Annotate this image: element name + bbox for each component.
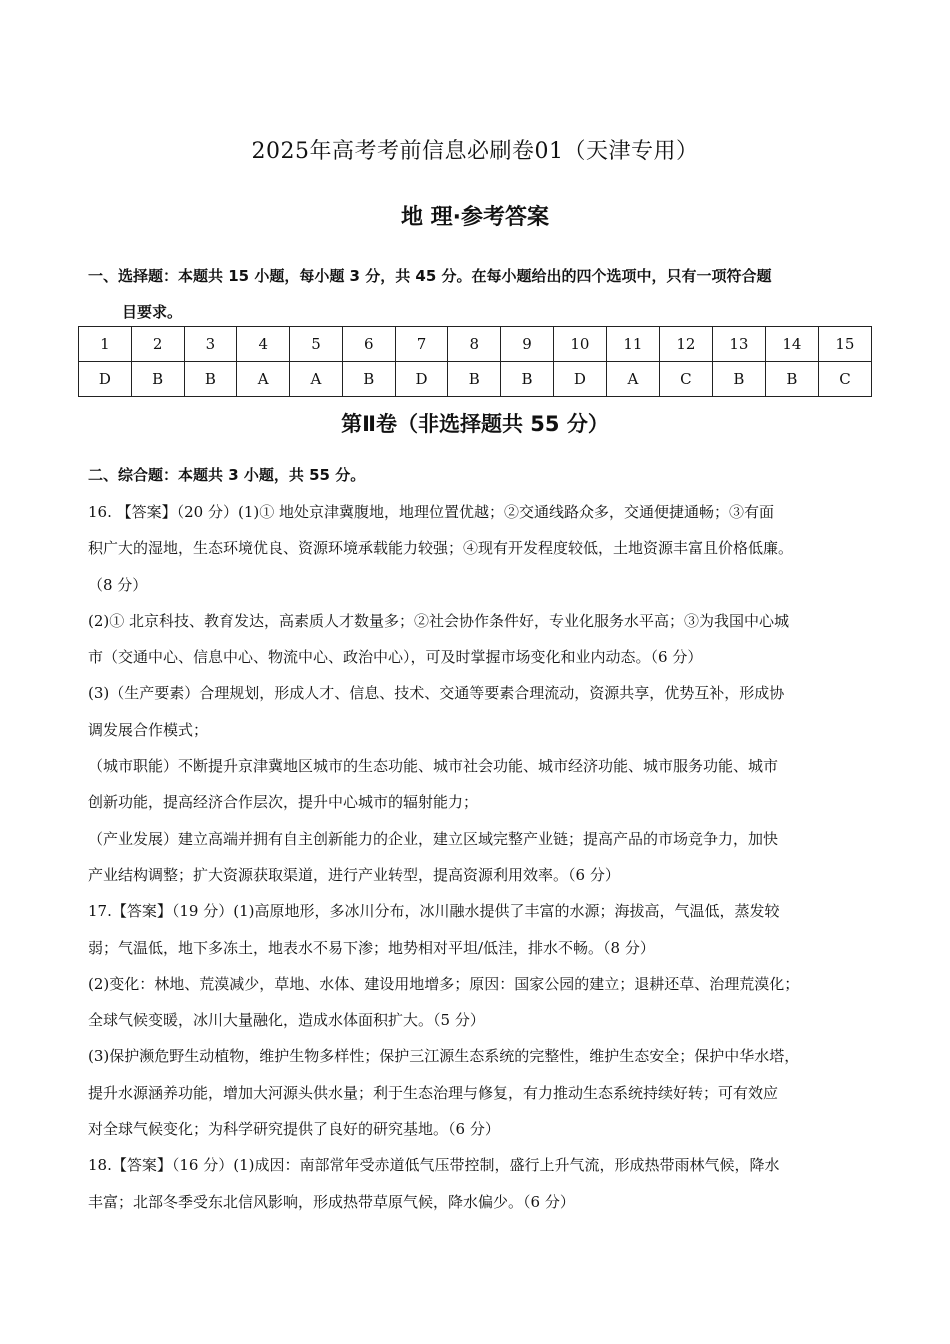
answer-line: 16. 【答案】（20 分）(1)① 地处京津冀腹地，地理位置优越；②交通线路众多，交通便捷通畅；③有面 <box>88 503 774 521</box>
answer-cell: A <box>606 362 659 397</box>
answer-cell: B <box>765 362 818 397</box>
question-number: 15 <box>818 327 871 362</box>
question-number: 3 <box>184 327 237 362</box>
answer-line: (2)变化：林地、荒漠减少，草地、水体、建设用地增多；原因：国家公园的建立；退耕还草、治理荒漠化； <box>88 974 800 993</box>
answer-line: 市（交通中心、信息中心、物流中心、政治中心），可及时掌握市场变化和业内动态。（6 分） <box>88 648 703 667</box>
answer-line: (3)（生产要素）合理规划，形成人才、信息、技术、交通等要素合理流动，资源共享，优势互补，形成协 <box>88 684 785 703</box>
section-1-heading <box>88 258 878 330</box>
answer-line: 产业结构调整；扩大资源获取渠道，进行产业转型，提高资源利用效率。（6 分） <box>88 865 620 884</box>
answer-cell: A <box>290 362 343 397</box>
answer-line: （产业发展）建立高端并拥有自主创新能力的企业，建立区域完整产业链；提高产品的市场竞争力，加快 <box>88 829 779 848</box>
answer-cell: C <box>659 362 712 397</box>
question-number: 13 <box>712 327 765 362</box>
page-title: 2025年高考考前信息必刷卷01（天津专用） <box>251 139 699 164</box>
answer-row <box>79 362 872 397</box>
answer-cell: B <box>131 362 184 397</box>
question-number: 8 <box>448 327 501 362</box>
answer-cell: B <box>712 362 765 397</box>
answer-cell: D <box>553 362 606 397</box>
answer-cell: D <box>395 362 448 397</box>
answer-cell: B <box>501 362 554 397</box>
answer-cell: B <box>448 362 501 397</box>
answer-line: 对全球气候变化；为科学研究提供了良好的研究基地。（6 分） <box>88 1120 500 1139</box>
question-number: 10 <box>553 327 606 362</box>
answer-line: (2)① 北京科技、教育发达，高素质人才数量多；②社会协作条件好，专业化服务水平高；③为我国中心城 <box>88 611 790 630</box>
question-number: 4 <box>237 327 290 362</box>
section-1-line-2: 目要求。 <box>122 303 183 321</box>
answer-cell: D <box>79 362 132 397</box>
section-1-line-1: 一、选择题：本题共 15 小题，每小题 3 分，共 45 分。在每小题给出的四个选项中，只有一项符合题 <box>88 267 772 285</box>
page-subtitle: 地 理·参考答案 <box>400 205 550 230</box>
answer-line: （城市职能）不断提升京津冀地区城市的生态功能、城市社会功能、城市经济功能、城市服务功能、城市 <box>88 757 779 776</box>
answer-line: 全球气候变暖，冰川大量融化，造成水体面积扩大。（5 分） <box>88 1011 485 1030</box>
answer-cell: C <box>818 362 871 397</box>
question-number-row <box>79 327 872 362</box>
question-number: 12 <box>659 327 712 362</box>
answer-body <box>88 494 872 1220</box>
answer-table <box>78 326 872 397</box>
answer-line: 18.【答案】（16 分）(1)成因：南部常年受赤道低气压带控制，盛行上升气流，形成热带雨林气候，降水 <box>88 1156 780 1175</box>
answer-cell: A <box>237 362 290 397</box>
question-number: 9 <box>501 327 554 362</box>
part-2-title: 第Ⅱ卷（非选择题共 55 分） <box>341 412 609 436</box>
question-number: 6 <box>342 327 395 362</box>
question-number: 7 <box>395 327 448 362</box>
answer-line: 17.【答案】（19 分）(1)高原地形，多冰川分布，冰川融水提供了丰富的水源；海拔高，气温低，蒸发较 <box>88 902 780 921</box>
question-number: 1 <box>79 327 132 362</box>
question-number: 14 <box>765 327 818 362</box>
answer-line: 提升水源涵养功能，增加大河源头供水量；利于生态治理与修复，有力推动生态系统持续好转；可有效应 <box>88 1083 779 1102</box>
answer-line: 积广大的湿地，生态环境优良、资源环境承载能力较强；④现有开发程度较低，土地资源丰富且价格低廉。 <box>88 539 794 558</box>
answer-line: 丰富；北部冬季受东北信风影响，形成热带草原气候，降水偏少。（6 分） <box>88 1192 575 1211</box>
section-2-heading: 二、综合题：本题共 3 小题，共 55 分。 <box>88 466 366 484</box>
answer-line: 弱；气温低，地下多冻土，地表水不易下渗；地势相对平坦/低洼，排水不畅。（8 分） <box>88 938 655 957</box>
answer-line: （8 分） <box>88 575 148 594</box>
answer-line: 调发展合作模式； <box>88 720 209 739</box>
question-number: 5 <box>290 327 343 362</box>
answer-line: (3)保护濒危野生动植物，维护生物多样性；保护三江源生态系统的完整性，维护生态安全；保护中华水塔， <box>88 1047 800 1066</box>
answer-line: 创新功能，提高经济合作层次，提升中心城市的辐射能力； <box>88 793 479 812</box>
answer-cell: B <box>342 362 395 397</box>
answer-cell: B <box>184 362 237 397</box>
question-number: 2 <box>131 327 184 362</box>
question-number: 11 <box>606 327 659 362</box>
